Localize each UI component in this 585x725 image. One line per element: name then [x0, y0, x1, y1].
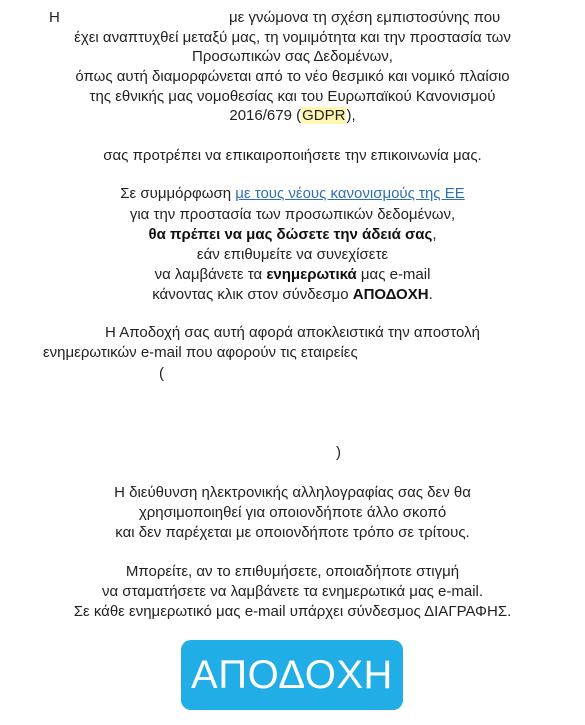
- unsubscribe-line-2: να σταματήσετε να λαμβάνετε τα ενημερωτικά μας e-mail.: [101, 583, 484, 600]
- compliance-pre: Σε συμμόρφωση: [120, 185, 236, 202]
- compliance-line-2: για την προστασία των προσωπικών δεδομένων,: [129, 206, 456, 223]
- intro-h-letter: Η: [49, 9, 60, 26]
- newsletters-bold: ενημερωτικά: [266, 266, 357, 283]
- eu-regulations-link[interactable]: με τους νέους κανονισμούς της ΕΕ: [235, 185, 465, 202]
- intro-line-5: της εθνικής μας νομοθεσίας και του Ευρωπαϊκού Κανονισμού: [89, 88, 496, 105]
- intro-line-3: Προσωπικών σας Δεδομένων,: [192, 48, 393, 65]
- receive-pre: να λαμβάνετε τα: [154, 266, 267, 283]
- receive-post: μας e-mail: [356, 266, 431, 283]
- compliance-line-5: [0, 265, 585, 284]
- open-paren: (: [159, 365, 164, 382]
- compliance-line-4: εάν επιθυμείτε να συνεχίσετε: [196, 246, 389, 263]
- acceptance-line-2: ενημερωτικών e-mail που αφορούν τις εταιρείες: [43, 344, 358, 361]
- update-text: σας προτρέπει να επικαιροποιήσετε την επικοινωνία μας.: [103, 147, 482, 164]
- intro-line-4: όπως αυτή διαμορφώνεται από το νέο θεσμικό και νομικό πλαίσιο: [75, 68, 510, 85]
- email-use-line-1: Η διεύθυνση ηλεκτρονικής αλληλογραφίας σας δεν θα: [114, 484, 471, 501]
- permission-bold: θα πρέπει να μας δώσετε την άδειά σας: [148, 226, 433, 243]
- gdpr-post: ),: [346, 107, 356, 124]
- intro-line-2: έχει αναπτυχθεί μεταξύ μας, τη νομιμότητα και την προστασία των: [74, 29, 511, 46]
- intro-line-6: [0, 106, 585, 125]
- permission-comma: ,: [432, 226, 437, 243]
- accept-button[interactable]: [181, 640, 403, 710]
- click-post: .: [428, 286, 433, 303]
- compliance-line-1: [0, 184, 585, 203]
- email-use-line-2: χρησιμοποιηθεί για οποιονδήποτε άλλο σκοπό: [138, 504, 447, 521]
- intro-line-1: με γνώμονα τη σχέση εμπιστοσύνης που: [229, 9, 501, 26]
- click-pre: κάνοντας κλικ στον σύνδεσμο: [152, 286, 353, 303]
- close-paren: ): [336, 444, 341, 461]
- accept-bold: ΑΠΟΔΟΧΗ: [352, 286, 429, 303]
- acceptance-line-1: Η Αποδοχή σας αυτή αφορά αποκλειστικά την αποστολή: [105, 324, 480, 341]
- gdpr-highlight: GDPR: [302, 107, 346, 124]
- unsubscribe-line-3: Σε κάθε ενημερωτικό μας e-mail υπάρχει σύνδεσμος ΔΙΑΓΡΑΦΗΣ.: [73, 603, 512, 620]
- unsubscribe-line-1: Μπορείτε, αν το επιθυμήσετε, οποιαδήποτε στιγμή: [125, 563, 460, 580]
- gdpr-pre: 2016/679 (: [229, 107, 302, 124]
- compliance-line-6: [0, 285, 585, 304]
- email-use-line-3: και δεν παρέχεται με οποιονδήποτε τρόπο σε τρίτους.: [115, 524, 470, 541]
- accept-button-label: ΑΠΟΔΟΧΗ: [191, 652, 393, 697]
- compliance-line-3: [0, 225, 585, 244]
